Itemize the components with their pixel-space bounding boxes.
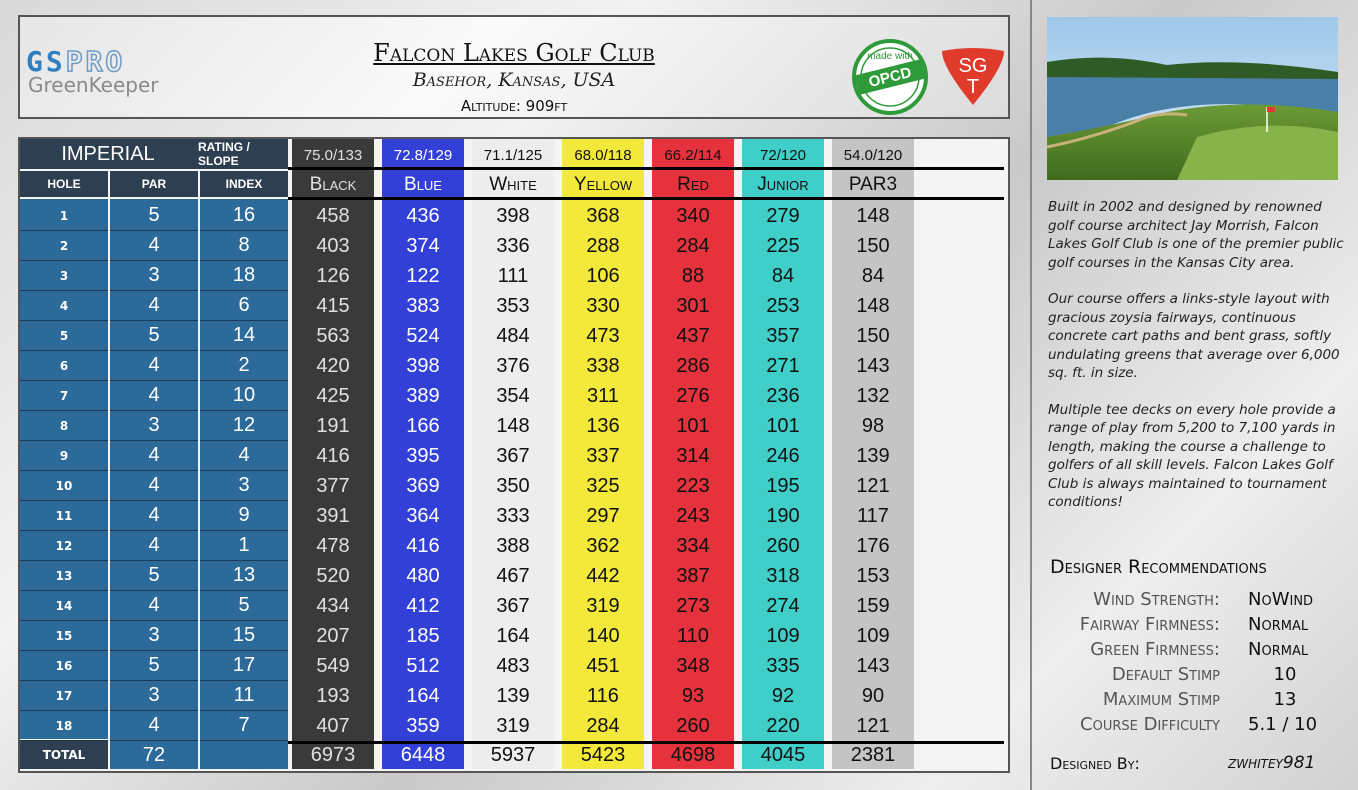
hole-number: 2 xyxy=(20,231,108,261)
tee-yardage: 176 xyxy=(856,534,890,557)
tee-yardage: 458 xyxy=(316,204,350,227)
hole-number: 7 xyxy=(20,381,108,411)
tee-yardage: 467 xyxy=(496,564,530,587)
tee-yardage: 520 xyxy=(316,564,350,587)
tee-yardage: 101 xyxy=(766,414,800,437)
hole-number: 6 xyxy=(20,351,108,381)
designer-name: zwhitey981 xyxy=(1228,753,1316,773)
tee-yardage: 140 xyxy=(586,624,620,647)
hole-number: 14 xyxy=(20,591,108,621)
recommendation-label: Default Stimp xyxy=(1111,664,1220,685)
index-value: 6 xyxy=(200,291,288,321)
hole-number: 11 xyxy=(20,501,108,531)
tee-yardage: 367 xyxy=(496,444,530,467)
tee-yardage: 98 xyxy=(861,414,885,437)
description-paragraph: Built in 2002 and designed by renowned golf course architect Jay Morrish, Falcon Lakes Golf Club is one of the premier public golf courses in the Kansas City area. xyxy=(1048,199,1344,271)
scorecard xyxy=(18,137,1010,773)
opcd-mid-text: OPCD xyxy=(867,63,914,91)
hole-number: 16 xyxy=(20,651,108,681)
par-value: 4 xyxy=(110,441,198,471)
hole-number: 8 xyxy=(20,411,108,441)
recommendations-title: Designer Recommendations xyxy=(1050,556,1267,578)
tee-yardage: 139 xyxy=(496,684,530,707)
tee-yardage: 150 xyxy=(856,234,890,257)
tee-yardage: 389 xyxy=(406,384,440,407)
tee-yardage: 398 xyxy=(406,354,440,377)
tee-yardage: 164 xyxy=(496,624,530,647)
tee-yardage: 121 xyxy=(856,714,890,737)
tee-yardage: 284 xyxy=(676,234,710,257)
tee-yardage: 338 xyxy=(586,354,620,377)
tee-yardage: 420 xyxy=(316,354,350,377)
tee-yardage: 220 xyxy=(766,714,800,737)
index-value: 2 xyxy=(200,351,288,381)
recommendation-value: 10 xyxy=(1273,664,1297,685)
tee-name: Yellow xyxy=(573,174,633,195)
tee-yardage: 311 xyxy=(587,384,619,407)
par-value: 4 xyxy=(110,471,198,501)
par-value: 5 xyxy=(110,651,198,681)
hole-number: 10 xyxy=(20,471,108,501)
tee-yardage: 84 xyxy=(861,264,885,287)
tee-yardage: 369 xyxy=(406,474,440,497)
par-value: 4 xyxy=(110,501,198,531)
sgt-bottom-text: T xyxy=(966,76,980,98)
designed-by-label: Designed By: xyxy=(1050,754,1140,773)
tee-yardage: 301 xyxy=(676,294,710,317)
tee-yardage: 190 xyxy=(766,504,800,527)
tee-yardage: 314 xyxy=(676,444,710,467)
tee-yardage: 412 xyxy=(406,594,440,617)
logo-pro: PRO xyxy=(65,45,126,78)
index-value: 7 xyxy=(200,711,288,741)
tee-yardage: 286 xyxy=(676,354,710,377)
tee-yardage: 109 xyxy=(856,624,890,647)
tee-yardage: 442 xyxy=(586,564,620,587)
recommendation-row xyxy=(1040,689,1340,714)
tee-total: 5937 xyxy=(490,743,536,766)
tee-yardage: 185 xyxy=(406,624,440,647)
recommendation-label: Course Difficulty xyxy=(1080,714,1220,735)
hole-number: 1 xyxy=(20,201,108,231)
tee-rating: 66.2/114 xyxy=(652,144,734,166)
tee-yardage: 139 xyxy=(856,444,890,467)
recommendation-value: 5.1 / 10 xyxy=(1248,714,1318,735)
index-value: 18 xyxy=(200,261,288,291)
tee-yardage: 359 xyxy=(406,714,440,737)
tee-yardage: 121 xyxy=(856,474,890,497)
tee-yardage: 260 xyxy=(676,714,710,737)
hole-number: 12 xyxy=(20,531,108,561)
club-location: Basehor, Kansas, USA xyxy=(412,69,616,91)
tee-yardage: 92 xyxy=(771,684,795,707)
recommendation-row xyxy=(1040,639,1340,664)
tee-yardage: 318 xyxy=(766,564,800,587)
tee-yardage: 337 xyxy=(586,444,620,467)
tee-yardage: 398 xyxy=(496,204,530,227)
tee-yardage: 395 xyxy=(406,444,440,467)
tee-yardage: 334 xyxy=(676,534,710,557)
tee-yardage: 279 xyxy=(766,204,800,227)
tee-name: PAR3 xyxy=(848,174,898,195)
tee-yardage: 88 xyxy=(681,264,705,287)
par-value: 4 xyxy=(110,381,198,411)
hole-number: 4 xyxy=(20,291,108,321)
tee-yardage: 260 xyxy=(766,534,800,557)
tee-yardage: 425 xyxy=(316,384,350,407)
hole-number: 18 xyxy=(20,711,108,741)
hole-number: 3 xyxy=(20,261,108,291)
tee-yardage: 150 xyxy=(856,324,890,347)
tee-yardage: 136 xyxy=(586,414,620,437)
tee-yardage: 407 xyxy=(316,714,350,737)
club-altitude: Altitude: 909ft xyxy=(460,97,568,115)
index-value: 14 xyxy=(200,321,288,351)
hole-number: 5 xyxy=(20,321,108,351)
tee-yardage: 110 xyxy=(677,624,709,647)
par-column-header: PAR xyxy=(110,171,198,197)
tee-yardage: 276 xyxy=(676,384,710,407)
course-photo xyxy=(1047,17,1338,180)
par-value: 3 xyxy=(110,411,198,441)
tee-yardage: 416 xyxy=(406,534,440,557)
tee-name: Black xyxy=(309,174,357,195)
opcd-badge-icon xyxy=(850,37,930,117)
tee-yardage: 415 xyxy=(316,294,350,317)
rating-slope-label: RATING / SLOPE xyxy=(198,140,250,168)
par-value: 5 xyxy=(110,321,198,351)
tee-yardage: 451 xyxy=(586,654,620,677)
tee-yardage: 166 xyxy=(406,414,440,437)
tee-name: Blue xyxy=(404,174,442,195)
tee-yardage: 225 xyxy=(766,234,800,257)
tee-yardage: 374 xyxy=(406,234,440,257)
par-value: 4 xyxy=(110,291,198,321)
tee-yardage: 478 xyxy=(316,534,350,557)
description-paragraph: Our course offers a links-style layout with gracious zoysia fairways, continuous concrete cart paths and bent grass, softly undulating greens that average over 6,000 sq. ft. in size. xyxy=(1048,291,1340,381)
index-column-header: INDEX xyxy=(200,171,288,197)
tee-yardage: 207 xyxy=(316,624,350,647)
tee-yardage: 84 xyxy=(771,264,795,287)
tee-yardage: 153 xyxy=(856,564,890,587)
tee-yardage: 437 xyxy=(676,324,710,347)
course-description xyxy=(1048,198,1344,530)
recommendation-label: Wind Strength: xyxy=(1093,589,1220,610)
hole-number: 17 xyxy=(20,681,108,711)
tee-yardage: 388 xyxy=(496,534,530,557)
par-value: 5 xyxy=(110,201,198,231)
tee-yardage: 436 xyxy=(406,204,440,227)
total-par: 72 xyxy=(142,743,166,766)
tee-yardage: 126 xyxy=(316,264,350,287)
tee-rating: 72/120 xyxy=(742,144,824,166)
sgt-top-text: SG xyxy=(958,55,988,77)
recommendation-row xyxy=(1040,614,1340,639)
sgt-logo-icon xyxy=(938,45,1008,107)
tee-yardage: 109 xyxy=(766,624,800,647)
index-value: 9 xyxy=(200,501,288,531)
tee-yardage: 335 xyxy=(766,654,800,677)
tee-yardage: 195 xyxy=(766,474,800,497)
tee-rating: 68.0/118 xyxy=(562,144,644,166)
tee-yardage: 383 xyxy=(406,294,440,317)
index-value: 17 xyxy=(200,651,288,681)
description-paragraph: Multiple tee decks on every hole provide a range of play from 5,200 to 7,100 yards in length, making the course a challenge to golfers of all skill levels. Falcon Lakes Golf Club is always maintained to tournament conditions! xyxy=(1048,401,1336,510)
index-value: 11 xyxy=(200,681,288,711)
tee-total: 4698 xyxy=(670,743,716,766)
index-value: 8 xyxy=(200,231,288,261)
hole-number: 13 xyxy=(20,561,108,591)
tee-yardage: 483 xyxy=(496,654,530,677)
index-value: 4 xyxy=(200,441,288,471)
index-value: 1 xyxy=(200,531,288,561)
index-value: 13 xyxy=(200,561,288,591)
recommendation-value: 13 xyxy=(1273,689,1297,710)
logo-gs: GS xyxy=(26,45,66,78)
tee-total: 4045 xyxy=(760,743,806,766)
tee-yardage: 271 xyxy=(766,354,800,377)
par-value: 5 xyxy=(110,561,198,591)
course-header xyxy=(18,15,1010,119)
tee-yardage: 243 xyxy=(676,504,710,527)
greenkeeper-logo: GreenKeeper xyxy=(28,73,159,97)
tee-yardage: 368 xyxy=(586,204,620,227)
imperial-label: IMPERIAL xyxy=(61,142,155,165)
tee-yardage: 116 xyxy=(587,684,619,707)
panel-divider xyxy=(1030,0,1032,790)
par-value: 4 xyxy=(110,351,198,381)
hole-column-header: HOLE xyxy=(20,171,108,197)
tee-yardage: 143 xyxy=(856,654,890,677)
par-value: 4 xyxy=(110,711,198,741)
index-value: 12 xyxy=(200,411,288,441)
index-value: 3 xyxy=(200,471,288,501)
tee-rating: 75.0/133 xyxy=(292,144,374,166)
tee-yardage: 376 xyxy=(496,354,530,377)
tee-rating: 72.8/129 xyxy=(382,144,464,166)
recommendation-value: Normal xyxy=(1248,639,1309,660)
tee-yardage: 353 xyxy=(496,294,530,317)
tee-yardage: 484 xyxy=(496,324,530,347)
tee-yardage: 319 xyxy=(496,714,530,737)
tee-yardage: 122 xyxy=(406,264,440,287)
recommendation-value: NoWind xyxy=(1248,589,1314,610)
tee-yardage: 101 xyxy=(676,414,710,437)
tee-yardage: 473 xyxy=(586,324,620,347)
index-value: 10 xyxy=(200,381,288,411)
tee-yardage: 336 xyxy=(496,234,530,257)
tee-yardage: 354 xyxy=(496,384,530,407)
tee-yardage: 325 xyxy=(586,474,620,497)
tee-yardage: 159 xyxy=(856,594,890,617)
par-value: 4 xyxy=(110,231,198,261)
tee-yardage: 350 xyxy=(496,474,530,497)
tee-yardage: 297 xyxy=(586,504,620,527)
tee-yardage: 236 xyxy=(766,384,800,407)
par-value: 3 xyxy=(110,621,198,651)
tee-yardage: 246 xyxy=(766,444,800,467)
tee-yardage: 288 xyxy=(586,234,620,257)
tee-yardage: 387 xyxy=(676,564,710,587)
tee-yardage: 403 xyxy=(316,234,350,257)
tee-yardage: 434 xyxy=(316,594,350,617)
tee-yardage: 524 xyxy=(406,324,440,347)
tee-yardage: 132 xyxy=(856,384,890,407)
tee-yardage: 364 xyxy=(406,504,440,527)
tee-yardage: 93 xyxy=(681,684,705,707)
tee-yardage: 117 xyxy=(857,504,889,527)
tee-yardage: 143 xyxy=(856,354,890,377)
hole-number: 15 xyxy=(20,621,108,651)
tee-yardage: 340 xyxy=(676,204,710,227)
header-line-top xyxy=(288,167,1004,170)
tee-yardage: 191 xyxy=(316,414,350,437)
par-value: 3 xyxy=(110,681,198,711)
tee-yardage: 148 xyxy=(496,414,530,437)
tee-rating: 54.0/120 xyxy=(832,144,914,166)
recommendation-label: Fairway Firmness: xyxy=(1079,614,1220,635)
tee-yardage: 273 xyxy=(676,594,710,617)
tee-total: 6973 xyxy=(310,743,356,766)
tee-yardage: 549 xyxy=(316,654,350,677)
tee-yardage: 253 xyxy=(766,294,800,317)
tee-name: White xyxy=(489,174,537,195)
tee-yardage: 106 xyxy=(586,264,620,287)
tee-yardage: 148 xyxy=(856,294,890,317)
recommendation-row xyxy=(1040,589,1340,614)
tee-yardage: 391 xyxy=(316,504,350,527)
par-value: 4 xyxy=(110,591,198,621)
tee-yardage: 164 xyxy=(406,684,440,707)
tee-yardage: 274 xyxy=(766,594,800,617)
par-value: 3 xyxy=(110,261,198,291)
tee-name: Junior xyxy=(757,174,809,195)
tee-yardage: 480 xyxy=(406,564,440,587)
tee-yardage: 512 xyxy=(406,654,440,677)
recommendation-row xyxy=(1040,664,1340,689)
recommendation-label: Maximum Stimp xyxy=(1102,689,1220,710)
tee-yardage: 148 xyxy=(856,204,890,227)
tee-yardage: 377 xyxy=(316,474,350,497)
tee-yardage: 330 xyxy=(586,294,620,317)
tee-yardage: 111 xyxy=(497,264,529,287)
recommendation-value: Normal xyxy=(1248,614,1309,635)
tee-yardage: 284 xyxy=(586,714,620,737)
tee-total: 5423 xyxy=(580,743,626,766)
index-value: 5 xyxy=(200,591,288,621)
opcd-top-text: made with xyxy=(867,51,913,62)
tee-yardage: 362 xyxy=(586,534,620,557)
tee-yardage: 90 xyxy=(861,684,885,707)
tee-yardage: 223 xyxy=(676,474,710,497)
tee-yardage: 357 xyxy=(766,324,800,347)
par-value: 4 xyxy=(110,531,198,561)
header-line-bottom xyxy=(288,197,1004,200)
index-value: 16 xyxy=(200,201,288,231)
tee-total: 6448 xyxy=(400,743,446,766)
tee-total: 2381 xyxy=(850,743,896,766)
recommendation-label: Green Firmness: xyxy=(1090,639,1220,660)
hole-number: 9 xyxy=(20,441,108,471)
recommendation-row xyxy=(1040,714,1340,739)
club-name: Falcon Lakes Golf Club xyxy=(373,39,655,67)
tee-yardage: 563 xyxy=(316,324,350,347)
tee-yardage: 319 xyxy=(586,594,620,617)
tee-yardage: 367 xyxy=(496,594,530,617)
total-line xyxy=(288,741,1004,744)
tee-name: Red xyxy=(677,174,709,195)
total-label: TOTAL xyxy=(42,748,86,762)
index-value: 15 xyxy=(200,621,288,651)
tee-yardage: 193 xyxy=(316,684,350,707)
tee-yardage: 333 xyxy=(496,504,530,527)
tee-yardage: 348 xyxy=(676,654,710,677)
tee-rating: 71.1/125 xyxy=(472,144,554,166)
tee-yardage: 416 xyxy=(316,444,350,467)
